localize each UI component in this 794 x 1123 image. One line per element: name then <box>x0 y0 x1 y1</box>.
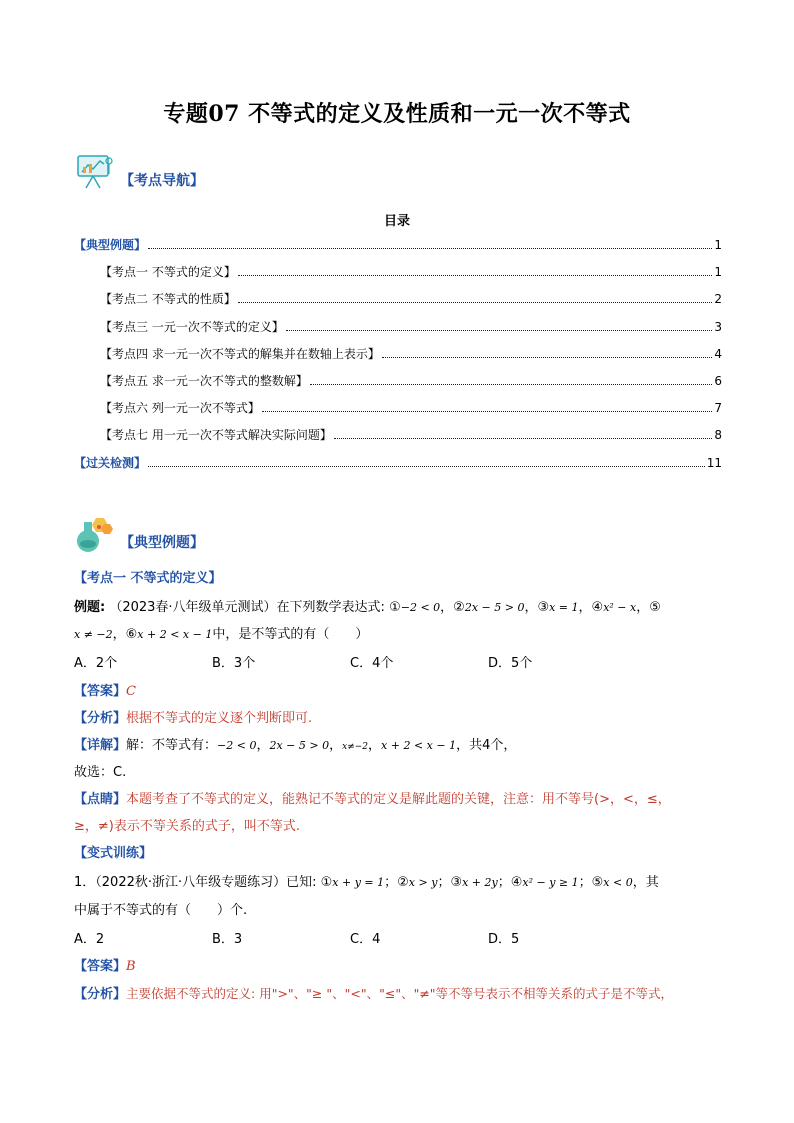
toc-entry[interactable] <box>74 454 722 481</box>
toc-title: 目录 <box>383 214 410 229</box>
section-header <box>74 514 204 554</box>
toc-entry[interactable] <box>74 426 722 453</box>
toc-entry[interactable] <box>74 345 722 372</box>
option-choice: B．3 <box>212 932 243 947</box>
dianjing-tag: 【点睛】 <box>74 792 127 807</box>
toc-entry[interactable] <box>74 372 722 399</box>
toc-entry-label: 【考点一 不等式的定义】 <box>100 265 236 280</box>
math-expr: 2x − 5 > 0 <box>464 601 525 614</box>
toc-dot-leader <box>148 465 705 467</box>
math-expr: x ≠ −2 <box>74 628 113 641</box>
separator: ，④ <box>578 600 604 615</box>
q1-tail: ，其 <box>632 875 659 890</box>
question-tail: 中，是不等式的有（ ） <box>212 627 369 642</box>
option-choice: D．5 <box>488 932 520 947</box>
toc-entry-label: 【考点六 列一元一次不等式】 <box>100 401 260 416</box>
kaodian-1-heading: 【考点一 不等式的定义】 <box>74 571 222 586</box>
toc-entry-label: 【考点七 用一元一次不等式解决实际问题】 <box>100 428 332 443</box>
separator: ，② <box>440 600 465 615</box>
math-expr: x² − x <box>603 601 637 614</box>
example-source: （2023春·八年级单元测试）在下列数学表达式: ① <box>109 600 401 615</box>
toc-dot-leader <box>238 301 713 303</box>
toc-dot-leader <box>286 329 713 331</box>
toc-page-number: 4 <box>714 346 722 361</box>
answer-tag: 【答案】 <box>74 959 127 974</box>
toc-entry[interactable] <box>74 399 722 426</box>
section-header-label: 【典型例题】 <box>120 535 204 551</box>
math-expr: x≠−2 <box>342 742 369 752</box>
math-expr: −2 < 0 <box>400 601 441 614</box>
separator: ；③ <box>437 875 463 890</box>
detail-text: 解：不等式有： <box>126 738 218 753</box>
flask-icon <box>74 514 116 554</box>
detail-1: 【详解】解：不等式有：−2 < 0，2x − 5 > 0，x≠−2，x + 2 < x − 1，共4个， <box>74 738 517 753</box>
example-prefix: 例题: <box>74 600 106 615</box>
q1-line1 <box>74 871 724 890</box>
example-options <box>74 652 724 671</box>
math-expr: −2 < 0 <box>217 739 257 752</box>
option-choice: C．4个 <box>350 656 394 671</box>
toc-page-number: 8 <box>714 428 722 443</box>
toc-entry-label: 【考点四 求一元一次不等式的解集并在数轴上表示】 <box>100 346 380 361</box>
dianjing-line1 <box>74 788 724 807</box>
q1-line2: 中属于不等式的有（ ）个. <box>74 903 248 918</box>
analysis-text: 主要依据不等式的定义: 用">"、"≥ "、"<"、"≤"、"≠"等不等号表示不相等关系的式子是不等式， <box>126 986 674 1001</box>
toc-page-number: 3 <box>714 319 722 334</box>
toc-dot-leader <box>148 247 712 249</box>
answer-2 <box>74 955 724 974</box>
toc-page-number: 1 <box>714 265 722 280</box>
q1-prefix: 1．（2022秋·浙江·八年级专题练习）已知: ① <box>74 875 333 890</box>
separator: ；④ <box>497 875 523 890</box>
toc-entry[interactable] <box>74 318 722 345</box>
math-expr: x + 2y <box>462 876 498 889</box>
toc-dot-leader <box>334 437 713 439</box>
toc-entry[interactable] <box>74 236 722 263</box>
math-expr: 2x − 5 > 0 <box>269 739 330 752</box>
toc-entry-label: 【过关检测】 <box>74 455 147 470</box>
option-choice: C．4 <box>350 932 381 947</box>
answer-value: B <box>126 959 136 974</box>
analysis-2 <box>74 983 724 1002</box>
option-choice: B．3个 <box>212 656 256 671</box>
presentation-board-icon <box>74 152 116 192</box>
math-expr: x + y = 1 <box>332 876 385 889</box>
dianjing-line2: ≥，≠)表示不等关系的式子，叫不等式. <box>74 819 300 834</box>
toc-dot-leader <box>262 410 713 412</box>
q1-options <box>74 928 724 947</box>
option-choice: A．2个 <box>74 656 118 671</box>
choose-1: 故选：C. <box>74 765 127 780</box>
separator: ，③ <box>524 600 550 615</box>
separator: ；⑤ <box>578 875 604 890</box>
toc-page-number: 11 <box>706 455 722 470</box>
example-question-line2 <box>74 623 724 642</box>
math-expr: x = 1 <box>549 601 579 614</box>
toc-entry-label: 【考点五 求一元一次不等式的整数解】 <box>100 373 308 388</box>
document-title: 专题07 不等式的定义及性质和一元一次不等式 <box>163 101 631 127</box>
answer-value: C <box>126 684 136 699</box>
toc-entry[interactable] <box>74 263 722 290</box>
detail-tail: ，共4个， <box>456 738 517 753</box>
toc-page-number: 6 <box>714 373 722 388</box>
math-expr: x² − y ≥ 1 <box>522 876 579 889</box>
nav-header <box>74 152 204 192</box>
analysis-tag: 【分析】 <box>74 711 127 726</box>
analysis-text: 根据不等式的定义逐个判断即可. <box>126 711 313 726</box>
toc-entry-label: 【考点二 不等式的性质】 <box>100 292 236 307</box>
analysis-tag: 【分析】 <box>74 987 127 1002</box>
dianjing-text: 本题考查了不等式的定义，能熟记不等式的定义是解此题的关键，注意：用不等号(>，<，≤， <box>126 792 671 807</box>
math-expr: x < 0 <box>603 876 633 889</box>
separator: ，⑥ <box>112 627 138 642</box>
math-expr: x + 2 < x − 1 <box>381 739 457 752</box>
math-expr: x + 2 < x − 1 <box>137 628 213 641</box>
separator: ；② <box>384 875 409 890</box>
example-question-line1 <box>74 596 724 615</box>
toc-entry-label: 【考点三 一元一次不等式的定义】 <box>100 319 284 334</box>
toc-page-number: 7 <box>714 401 722 416</box>
answer-tag: 【答案】 <box>74 684 127 699</box>
toc-dot-leader <box>238 274 713 276</box>
variant-header: 【变式训练】 <box>74 846 153 861</box>
analysis-1 <box>74 707 724 726</box>
table-of-contents <box>74 236 722 481</box>
toc-entry-label: 【典型例题】 <box>74 238 147 252</box>
math-expr: x > y <box>408 876 438 889</box>
answer-1 <box>74 680 724 699</box>
toc-page-number: 2 <box>714 292 722 307</box>
option-choice: D．5个 <box>488 656 533 671</box>
toc-dot-leader <box>310 383 713 385</box>
option-choice: A．2 <box>74 932 105 947</box>
separator: ，⑤ <box>636 600 661 615</box>
detail-tag: 【详解】 <box>74 738 127 753</box>
toc-dot-leader <box>382 356 713 358</box>
nav-header-label: 【考点导航】 <box>120 173 204 189</box>
toc-page-number: 1 <box>714 238 722 252</box>
toc-entry[interactable] <box>74 290 722 317</box>
